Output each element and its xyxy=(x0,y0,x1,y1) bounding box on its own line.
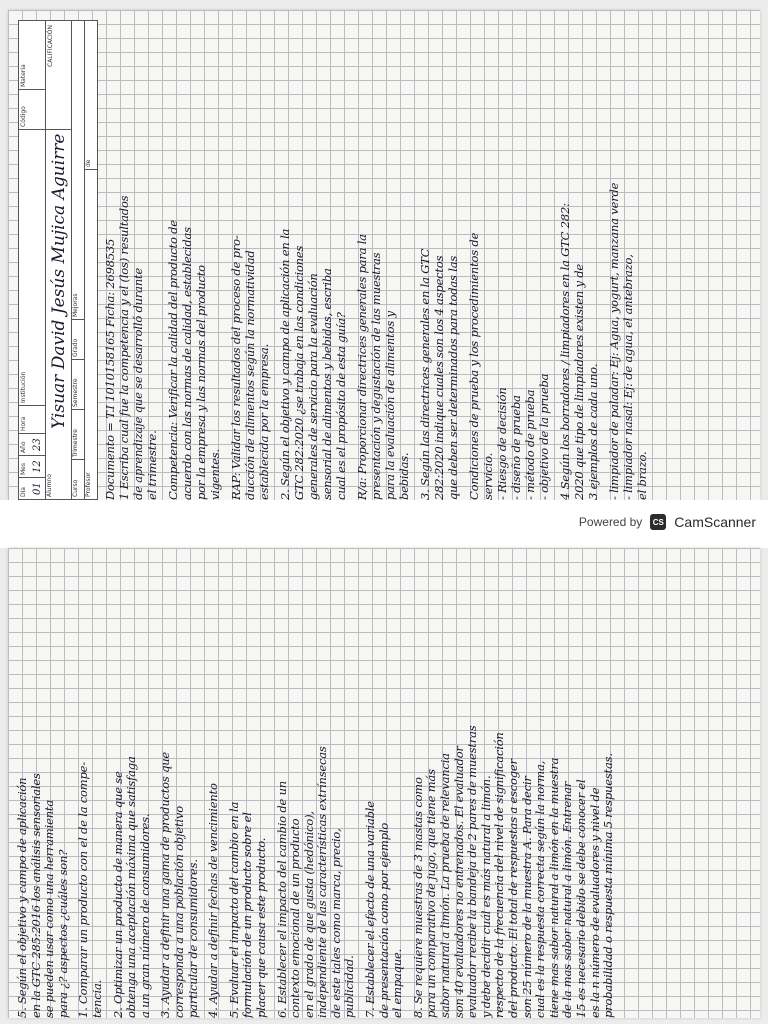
ano-label: Año xyxy=(20,441,27,453)
blank-line xyxy=(348,10,355,500)
page-1-content xyxy=(8,10,760,500)
handwritten-line: Documento = T.I 1010158165 Ficha: 2698535 xyxy=(103,238,117,500)
handwritten-line: ducción de alimentos según la normatividad xyxy=(243,250,257,500)
handwritten-line: - método de prueba xyxy=(523,389,537,500)
profesor-cell xyxy=(84,169,97,499)
alumno-cell xyxy=(45,129,71,499)
dia-value: 01 xyxy=(32,482,43,495)
handwritten-line: bebidas. xyxy=(397,452,411,500)
handwritten-line: independiente de las características extrínsecas xyxy=(315,746,330,1018)
curso-label: Curso xyxy=(72,479,79,497)
scanner-footer xyxy=(0,500,768,548)
handwritten-line: de presentación como por ejemplo xyxy=(376,822,391,1018)
handwritten-line: de este tales como marca, precio, xyxy=(328,828,343,1018)
handwritten-line: se pueden usar como una herramienta xyxy=(42,800,57,1018)
camscanner-branding xyxy=(579,514,756,530)
calificacion-label: CALIFICACIÓN xyxy=(47,25,54,67)
codigo-cell xyxy=(19,89,45,129)
handwritten-line: generales de servicio para la evaluación xyxy=(306,273,320,500)
semestre-label: Semestre xyxy=(72,378,79,407)
handwritten-line: 5. Según el objetivo y campo de aplicación xyxy=(15,777,29,1018)
handwritten-line: respecto de la frecuencia del nivel de significación xyxy=(492,732,507,1018)
handwritten-line: son 40 evaluadores no entrenados. El evaluador xyxy=(451,746,466,1018)
student-header-form xyxy=(18,20,98,500)
page-1-text xyxy=(103,10,649,500)
alumno-label: Alumno xyxy=(46,474,53,497)
handwritten-line: Condiciones de prueba y los procedimientos de xyxy=(467,232,481,500)
handwritten-line: vigentes. xyxy=(208,449,222,500)
blank-line xyxy=(411,10,418,500)
handwritten-line: - objetivo de la prueba xyxy=(537,373,551,500)
handwritten-line: probabilidad o respuesta mínima 5 respuestas. xyxy=(601,753,616,1018)
handwritten-line: que deben ser determinados para todas las xyxy=(446,255,460,500)
handwritten-line: contexto emocional de un producto xyxy=(288,818,303,1018)
handwritten-line: para la evaluación de alimentos y xyxy=(383,311,397,500)
handwritten-line: cual es el propósito de esta guía? xyxy=(334,312,348,500)
handwritten-line: corresponda a una población objetivo xyxy=(171,806,186,1018)
blank-line xyxy=(159,10,166,500)
camscanner-logo-icon: CS xyxy=(650,514,666,530)
handwritten-line: a un gran número de consumidores. xyxy=(137,813,152,1018)
profesor-label: Profesor xyxy=(85,472,92,497)
handwritten-line: en la GTC 285:2016 los análisis sensoriales xyxy=(28,773,43,1018)
notebook-page-2 xyxy=(8,548,760,1018)
handwritten-line: servicio. xyxy=(481,452,495,500)
handwritten-line: por la empresa y las normas del producto xyxy=(194,265,208,500)
handwritten-line: 5. Evaluar el impacto del cambio en la xyxy=(226,801,241,1018)
handwritten-line: el brazo. xyxy=(635,451,649,500)
notebook-page-1 xyxy=(8,10,760,500)
institucion-label: Institución xyxy=(20,371,27,403)
institucion-cell xyxy=(19,129,45,405)
handwritten-line: - Riesgo de decisión xyxy=(495,387,509,500)
dia-label: Día xyxy=(20,487,27,497)
materia-cell xyxy=(19,21,45,89)
calificacion-cell xyxy=(45,21,71,129)
handwritten-line: tencia. xyxy=(89,979,104,1018)
blank-line xyxy=(222,10,229,500)
de-label: de xyxy=(85,159,92,167)
grado-label: Grado xyxy=(72,338,79,357)
handwritten-line: de aprendizaje que se desarrolló durante xyxy=(131,267,145,500)
handwritten-line: particular de consumidores. xyxy=(185,859,200,1018)
handwritten-line: R/a: Proporcionar directrices generales para la xyxy=(355,234,369,500)
handwritten-line: el empaque. xyxy=(390,948,405,1018)
dia-cell xyxy=(19,477,45,499)
blank-line xyxy=(551,10,558,500)
blank-line xyxy=(460,10,467,500)
handwritten-line: y debe decidir cuál es más natural a limón. xyxy=(478,775,493,1018)
ano-cell xyxy=(19,433,45,455)
handwritten-line: 4. Ayudar a definir fechas de vencimiento xyxy=(206,783,221,1018)
ano-value: 23 xyxy=(32,438,43,451)
hora-cell xyxy=(19,405,45,433)
handwritten-line: formulación de un producto sobre el xyxy=(240,812,255,1018)
handwritten-line: 2. Según el objetivo y campo de aplicación en la xyxy=(278,228,292,500)
handwritten-line: establecida por la empresa. xyxy=(257,343,271,500)
handwritten-line: el trimestre. xyxy=(145,430,159,500)
blank-line xyxy=(271,10,278,500)
handwritten-line: RAP: Validar los resultados del proceso de pro- xyxy=(229,235,243,500)
handwritten-line: para un comparativo de jugo, que tiene más xyxy=(424,769,439,1018)
handwritten-line: 7. Establecer el efecto de una variable xyxy=(363,801,378,1018)
materia-label: Materia xyxy=(20,64,27,87)
handwritten-line: 1 Escriba cual fue la competencia y el (los) resultados xyxy=(117,195,131,500)
handwritten-line: para ¿? aspectos ¿cuáles son? xyxy=(55,849,70,1018)
mes-value: 12 xyxy=(32,460,43,473)
handwritten-line: es la n número de evaluadores y nivel de xyxy=(587,787,602,1018)
handwritten-line: evaluador recibe la bandeja de 2 pares de muestras xyxy=(465,725,480,1018)
mes-cell xyxy=(19,455,45,477)
semestre-cell xyxy=(71,359,84,409)
handwritten-line: placer que causa este producto. xyxy=(253,837,268,1018)
powered-by-text: Powered by xyxy=(578,515,643,529)
handwritten-line: - diseño de prueba xyxy=(509,395,523,500)
mes-label: Mes xyxy=(20,463,27,475)
handwritten-line: 282:2020 indique cuales son los 4 aspectos xyxy=(432,255,446,500)
handwritten-line: 3 ejemplos de cada uno. xyxy=(586,363,600,500)
handwritten-line: del producto. El total de respuestas a escoger xyxy=(506,759,520,1018)
handwritten-line: GTC 282:2020 ¿se trabaja en las condiciones xyxy=(292,245,306,500)
handwritten-line: - limpiador nasal: Ej: de agua, el antebrazo, xyxy=(621,254,635,500)
handwritten-line: en el grado de que gusta (hedónico), xyxy=(301,811,316,1018)
mejoras-cell xyxy=(71,21,84,319)
handwritten-line: sensorial de alimentos y bebidas, escriba xyxy=(320,268,334,500)
codigo-label: Código xyxy=(20,106,27,127)
handwritten-line: 2. Optimizar un producto de manera que se xyxy=(110,771,125,1018)
grado-cell xyxy=(71,319,84,359)
handwritten-line: 4 Según los borradores / limpiadores en la GTC 282: xyxy=(558,203,572,500)
mejoras-label: Mejoras xyxy=(72,293,79,317)
handwritten-line: 15 es necesario debido se debe conocer el xyxy=(573,779,588,1018)
handwritten-line: Competencia: Verificar la calidad del producto de xyxy=(166,220,180,500)
curso-cell xyxy=(71,459,84,499)
handwritten-line: 3. Ayudar a definir una gama de productos que xyxy=(158,751,173,1018)
handwritten-line: sabor natural a limón. La prueba de relevancia xyxy=(438,753,453,1018)
handwritten-line: 2020 que tipo de limpiadores existen y de xyxy=(572,264,586,500)
handwritten-line: presentación y degustación de las muestras xyxy=(369,252,383,500)
trimestre-cell xyxy=(71,409,84,459)
handwritten-line: 1. Comparar un producto con el de la compe- xyxy=(76,762,91,1018)
handwritten-line: - limpiador de paladar: Ej: Agua, yogurt, manzana verde xyxy=(607,182,621,500)
camscanner-brand-name: CamScanner xyxy=(674,514,756,530)
handwritten-line: 8. Se requiere muestras de 3 mastas como xyxy=(410,777,425,1018)
hora-label: Hora xyxy=(20,416,27,431)
de-cell xyxy=(84,21,97,169)
page-2-text xyxy=(16,548,616,1018)
handwritten-line: 6. Establecer el impacto del cambio de un xyxy=(274,781,289,1018)
handwritten-line: acuerdo con las normas de calidad, establecidas xyxy=(180,227,194,500)
handwritten-line: obtenga una aceptación máxima que satisfaga xyxy=(124,756,139,1018)
handwritten-line: son 25 número de la muestra A. Para decir xyxy=(519,776,534,1018)
handwritten-line: tiene mas sabor natural a limón en la muestra xyxy=(546,757,561,1018)
handwritten-line: publicidad. xyxy=(342,955,357,1018)
alumno-name: Yisuar David Jesús Mujica Aguirre xyxy=(49,133,69,429)
page-2-content xyxy=(8,548,760,1018)
blank-line xyxy=(600,10,607,500)
handwritten-line: 3. Según las directrices generales en la GTC xyxy=(418,248,432,500)
handwritten-line: cual es la respuesta correcta según la norma, xyxy=(533,760,548,1018)
trimestre-label: Trimestre xyxy=(72,429,79,457)
handwritten-line: de la mas sabor natural a limón. Entrenar xyxy=(560,781,575,1018)
